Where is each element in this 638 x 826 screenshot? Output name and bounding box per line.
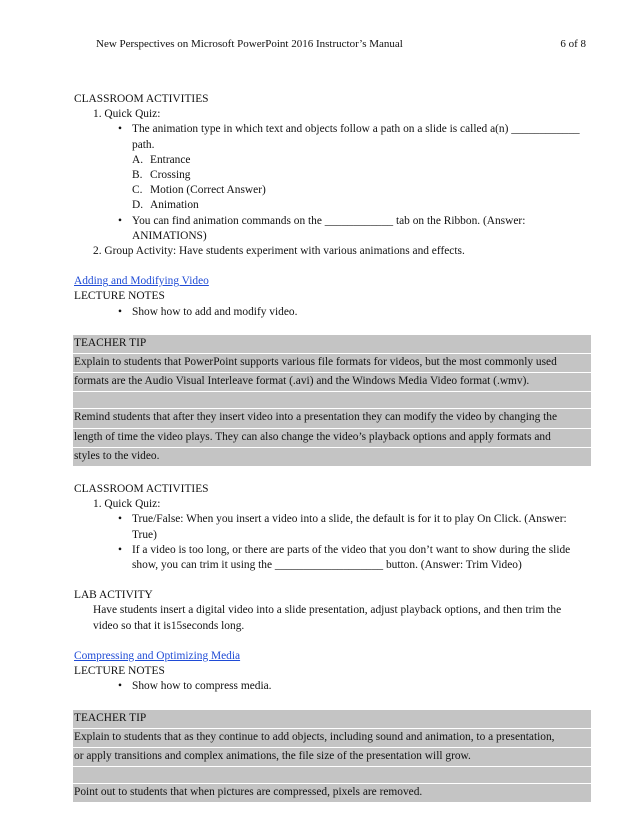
answer-option: D. Animation bbox=[132, 199, 199, 212]
section-link-video[interactable]: Adding and Modifying Video bbox=[74, 275, 209, 288]
teacher-tip-title: TEACHER TIP bbox=[73, 335, 591, 354]
bullet-continuation: True) bbox=[132, 528, 157, 541]
list-item: 1. Quick Quiz: bbox=[93, 108, 161, 121]
section-heading: CLASSROOM ACTIVITIES bbox=[74, 483, 209, 496]
lab-activity-heading: LAB ACTIVITY bbox=[74, 589, 153, 602]
answer-option: B. Crossing bbox=[132, 169, 191, 182]
bullet-icon: • bbox=[118, 680, 122, 693]
header-title: New Perspectives on Microsoft PowerPoint 2016 Instructor’s Manual bbox=[96, 38, 403, 50]
bullet-item: • Show how to add and modify video. bbox=[74, 305, 590, 320]
lab-activity-text: Have students insert a digital video into a slide presentation, adjust playback options, and then trim the bbox=[93, 604, 562, 617]
bullet-item: • Show how to compress media. bbox=[74, 679, 590, 694]
bullet-icon: • bbox=[118, 513, 122, 526]
list-item: 2. Group Activity: Have students experiment with various animations and effects. bbox=[93, 245, 465, 258]
bullet-item: • You can find animation commands on the ____________ tab on the Ribbon. (Answer: bbox=[74, 214, 590, 229]
bullet-icon: • bbox=[118, 123, 122, 136]
bullet-item: • The animation type in which text and objects follow a path on a slide is called a(n) ____________ bbox=[74, 122, 590, 137]
lecture-notes-heading: LECTURE NOTES bbox=[74, 665, 165, 678]
teacher-tip-text: Point out to students that when pictures are compressed, pixels are removed. bbox=[73, 784, 591, 803]
teacher-tip-text: styles to the video. bbox=[73, 448, 591, 467]
bullet-continuation: path. bbox=[132, 138, 155, 151]
lab-activity-text: video so that it is15seconds long. bbox=[93, 619, 245, 632]
teacher-tip-text: or apply transitions and complex animations, the file size of the presentation will grow. bbox=[73, 748, 591, 767]
bullet-continuation: show, you can trim it using the ___________________ button. (Answer: Trim Video) bbox=[132, 559, 522, 572]
answer-option: A. Entrance bbox=[132, 153, 191, 166]
teacher-tip-text: Explain to students that PowerPoint supports various file formats for videos, but the most commonly used bbox=[73, 354, 591, 373]
page-content bbox=[74, 92, 590, 803]
teacher-tip-text: Explain to students that as they continue to add objects, including sound and animation, to a presentation, bbox=[73, 729, 591, 748]
teacher-tip-box bbox=[73, 335, 591, 467]
section-link-media[interactable]: Compressing and Optimizing Media bbox=[74, 649, 241, 662]
teacher-tip-text: formats are the Audio Visual Interleave format (.avi) and the Windows Media Video format (.wmv). bbox=[73, 373, 591, 392]
section-heading: CLASSROOM ACTIVITIES bbox=[74, 93, 209, 105]
bullet-icon: • bbox=[118, 543, 122, 556]
bullet-item: • If a video is too long, or there are parts of the video that you don’t want to show during the slide bbox=[74, 543, 590, 558]
bullet-item: • True/False: When you insert a video into a slide, the default is for it to play On Click. (Answer: bbox=[74, 512, 590, 527]
bullet-continuation: ANIMATIONS) bbox=[132, 229, 207, 242]
page-header bbox=[96, 38, 586, 50]
answer-option: C. Motion (Correct Answer) bbox=[132, 184, 266, 197]
teacher-tip-text: length of time the video plays. They can also change the video’s playback options and apply formats and bbox=[73, 429, 591, 448]
list-item: 1. Quick Quiz: bbox=[93, 498, 161, 511]
teacher-tip-text: Remind students that after they insert video into a presentation they can modify the video by changing the bbox=[73, 409, 591, 428]
teacher-tip-box bbox=[73, 710, 591, 804]
lecture-notes-heading: LECTURE NOTES bbox=[74, 290, 165, 303]
page-number: 6 of 8 bbox=[560, 38, 586, 50]
bullet-icon: • bbox=[118, 305, 122, 318]
bullet-icon: • bbox=[118, 214, 122, 227]
teacher-tip-title: TEACHER TIP bbox=[73, 710, 591, 729]
